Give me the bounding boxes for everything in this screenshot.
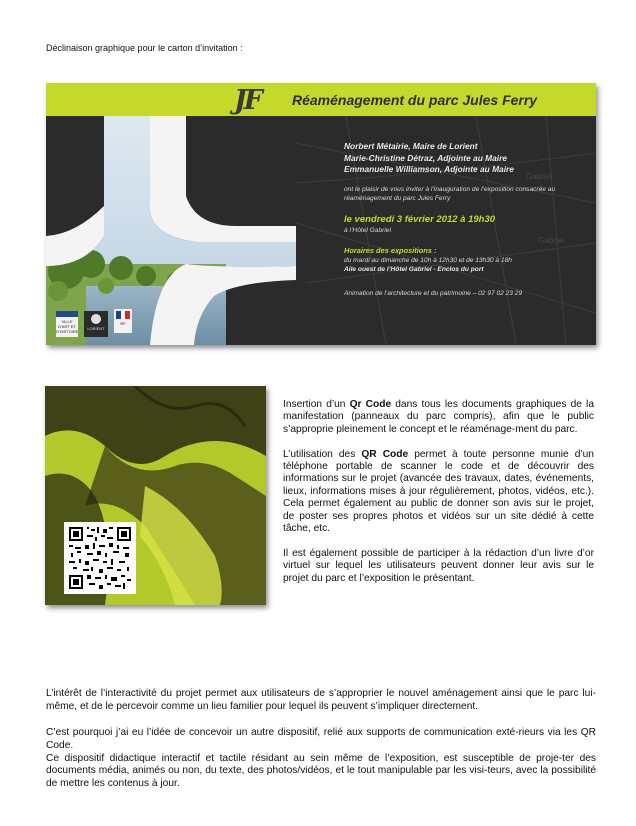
invitation-card	[46, 83, 596, 345]
event-place: à l’Hôtel Gabriel	[344, 226, 391, 234]
hours-text: du mardi au dimanche de 10h à 12h30 et de 13h30 à 18h	[344, 256, 512, 264]
text-run: Il est également possible de participer à la rédaction d’un livre d’or virtuel sur lequel les utilisateurs peuvent donner leur avis sur le projet du parc et l’exposition le présentant.	[283, 547, 594, 584]
text-run: L’utilisation des	[283, 448, 362, 460]
bottom-text	[46, 688, 596, 791]
invite-text: ont le plaisir de vous inviter à l’inauguration de l’exposition consacrée au réaménagement du parc Jules Ferry	[344, 185, 556, 202]
card-text	[344, 141, 592, 299]
logo-ville-art-histoire	[56, 311, 78, 337]
paragraph: L’intérêt de l’interactivité du projet permet aux utilisateurs de s’approprier le nouvel aménagement ainsi que le parc lui-même, et de le percevoir comme un lieu familier pour lequel ils peuvent s’impliquer directement.	[46, 688, 596, 712]
paragraph	[283, 399, 594, 436]
logo-lorient	[84, 311, 108, 337]
hours-place: Aile ouest de l’Hôtel Gabriel - Enclos du port	[344, 265, 484, 273]
bold-term: Qr Code	[349, 399, 392, 410]
jf-logo-mark: JF	[234, 85, 260, 116]
event-date: le vendredi 3 février 2012 à 19h30	[344, 213, 496, 225]
map-word-2: Gabriel	[538, 236, 564, 245]
qr-code[interactable]	[64, 522, 136, 594]
name-line: Norbert Métairie, Maire de Lorient	[344, 141, 478, 151]
map-word-1: Gabriel	[526, 172, 552, 181]
animation-contact: Animation de l’architecture et du patrimoine – 02 97 02 23 29	[344, 289, 523, 297]
card-title: Réaménagement du parc Jules Ferry	[292, 92, 538, 108]
paragraph: C’est pourquoi j’ai eu l’idée de concevoir un autre dispositif, relié aux supports de communication exté-rieurs via les QR Code.	[46, 726, 596, 751]
qr-code-icon	[67, 525, 133, 591]
card-names	[344, 141, 592, 176]
qr-poster-image	[45, 386, 266, 605]
qr-description	[283, 399, 594, 597]
logo-label: LORIENT	[87, 326, 105, 331]
paragraph: Ce dispositif didactique interactif et tactile résidant au sein même de l’exposition, est susceptible de proje-ter des documents média, animés ou non, du texte, des photos/vidéos, et le tout manipulable par les visi-teurs, avec la possibilité de mettre les contenus à jour.	[46, 752, 596, 790]
logo-republique-francaise	[114, 309, 132, 333]
bold-term: QR Code	[361, 448, 409, 460]
text-run: permet à toute personne munie d’un téléphone portable de scanner le code et de découvrir des informations sur le projet (avancée des travaux, dates, événements, lieux, informations mises à jour régulièrement, photos, vidéos, etc.). Cela permet également au public de donner son avis sur le projet, de poster ses propres photos et vidéos sur un site dédié à cette tâche, etc.	[283, 448, 594, 535]
logo-label: RF	[120, 321, 126, 326]
intro-caption: Déclinaison graphique pour le carton d’invitation :	[46, 43, 243, 53]
name-line: Marie-Christine Détraz, Adjointe au Maire	[344, 152, 508, 163]
hours-title: Horaires des expositions :	[344, 245, 437, 255]
text-run: Insertion d’un	[283, 399, 350, 410]
paragraph	[283, 548, 594, 585]
logo-label: VILLE D'ART ET D'HISTOIRE	[56, 319, 79, 334]
text-run: dans tous les documents graphiques de la manifestation (panneaux du parc compris), afin que le public s’approprie pleinement le concept et le réaménage-ment du parc.	[283, 399, 594, 435]
name-line: Emmanuelle Williamson, Adjointe au Maire	[344, 164, 514, 174]
paragraph	[283, 449, 594, 536]
